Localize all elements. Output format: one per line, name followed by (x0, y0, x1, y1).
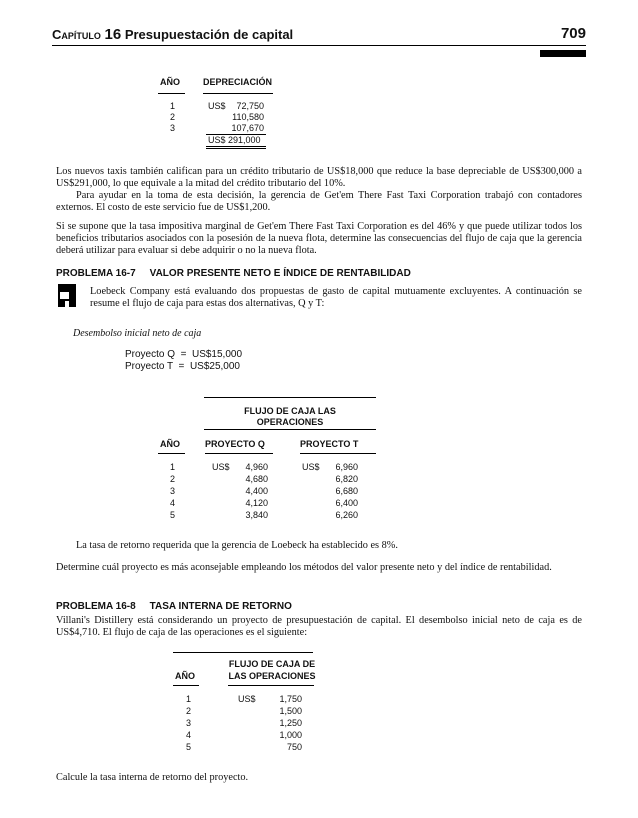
t167-t-5: 6,260 (335, 510, 358, 520)
dep-year-2: 2 (170, 112, 176, 122)
problem-16-7-question: Determine cuál proyecto es más aconsejable empleando los métodos del valor presente neto y del índice de rentabilidad. (56, 562, 552, 573)
t167-year-3: 3 (170, 486, 176, 496)
problem-16-8-question: Calcule la tasa interna de retorno del proyecto. (56, 772, 249, 783)
t168-year-3: 3 (186, 718, 192, 728)
t168-col-flow-1: FLUJO DE CAJA DE (228, 659, 316, 669)
dep-value-1: 72,750 (236, 101, 264, 111)
dep-value-2: 110,580 (232, 112, 264, 122)
header-bar (540, 50, 586, 57)
t167-year-5: 5 (170, 510, 176, 520)
t167-t-1: 6,960 (335, 462, 358, 472)
t168-year-2: 2 (186, 706, 192, 716)
t168-value-2: 1,500 (279, 706, 302, 716)
dep-total-double-rule (206, 146, 266, 149)
t167-q-1: 4,960 (245, 462, 268, 472)
t168-year-4: 4 (186, 730, 192, 740)
t168-value-5: 750 (286, 742, 302, 752)
problem-16-7-title: VALOR PRESENTE NETO E ÍNDICE DE RENTABILIDAD (149, 268, 411, 279)
page-number: 709 (560, 25, 586, 42)
t167-year-4: 4 (170, 498, 176, 508)
t168-value-3: 1,250 (279, 718, 302, 728)
t167-col-t: PROYECTO T (300, 439, 359, 449)
t168-col-year: AÑO (175, 671, 195, 681)
t168-currency: US$ (238, 694, 256, 704)
dep-year-1: 1 (170, 101, 176, 111)
problem-16-8-number: PROBLEMA 16-8 (56, 601, 136, 612)
outlay-label: Desembolso inicial neto de caja (73, 328, 202, 339)
dep-total: US$ 291,000 (208, 135, 261, 145)
t167-rule-year (158, 453, 185, 454)
dep-rule-dep (203, 93, 273, 94)
t167-year-1: 1 (170, 462, 176, 472)
dep-currency: US$ (208, 101, 226, 111)
problem-16-8-title: TASA INTERNA DE RETORNO (149, 601, 292, 612)
t167-group-rule (204, 429, 376, 430)
t167-t-currency: US$ (302, 462, 320, 472)
computer-icon (58, 284, 76, 307)
t167-rule-t (300, 453, 376, 454)
problem-16-7-intro: Loebeck Company está evaluando dos propuestas de gasto de capital mutuamente excluyentes. A continuación se resume el flujo de caja para estas dos alternativas, Q y T: (90, 286, 582, 309)
problem-16-7-number: PROBLEMA 16-7 (56, 268, 136, 279)
dep-col-dep: DEPRECIACIÓN (203, 77, 273, 87)
t167-top-rule (204, 397, 376, 398)
t167-q-5: 3,840 (245, 510, 268, 520)
paragraph-tax-credit: Los nuevos taxis también califican para un crédito tributario de US$18,000 que reduce la base depreciable de US$300,000 a US$291,000, lo que equivale a la mitad del crédito tributario del 10%. (56, 166, 582, 189)
t168-year-1: 1 (186, 694, 192, 704)
required-rate-text: La tasa de retorno requerida que la gerencia de Loebeck ha establecido es 8%. (76, 540, 398, 551)
running-header (52, 26, 293, 43)
problem-16-8-heading (56, 601, 292, 612)
t167-year-2: 2 (170, 474, 176, 484)
dep-year-3: 3 (170, 123, 176, 133)
t167-q-2: 4,680 (245, 474, 268, 484)
t167-rule-q (205, 453, 273, 454)
t167-q-4: 4,120 (245, 498, 268, 508)
problem-16-8-intro: Villani's Distillery está considerando un proyecto de presupuestación de capital. El desembolso inicial neto de caja es de US$4,710. El flujo de caja de las operaciones es el siguiente: (56, 615, 582, 638)
t167-q-3: 4,400 (245, 486, 268, 496)
t168-value-4: 1,000 (279, 730, 302, 740)
header-rule (52, 45, 586, 46)
chapter-number: 16 (104, 26, 122, 43)
t168-rule-year (173, 685, 199, 686)
chapter-title: Presupuestación de capital (124, 27, 294, 42)
problem-16-7-heading (56, 268, 411, 279)
t168-top-rule (173, 652, 313, 653)
outlay-project-t: Proyecto T = US$25,000 (125, 361, 240, 372)
t167-t-2: 6,820 (335, 474, 358, 484)
t167-t-4: 6,400 (335, 498, 358, 508)
paragraph-accountants: Para ayudar en la toma de esta decisión, la gerencia de Get'em There Fast Taxi Corporation trabajó con contadores externos. El costo de este servicio fue de US$1,200. (56, 190, 582, 213)
t167-q-currency: US$ (212, 462, 230, 472)
dep-rule-year (158, 93, 185, 94)
t168-year-5: 5 (186, 742, 192, 752)
outlay-project-q: Proyecto Q = US$15,000 (125, 349, 243, 360)
dep-value-3: 107,670 (231, 123, 264, 133)
chapter-label: Capítulo (52, 27, 101, 42)
t167-group-header-1: FLUJO DE CAJA LAS (244, 406, 336, 416)
t167-col-q: PROYECTO Q (205, 439, 265, 449)
paragraph-tax-rate: Si se supone que la tasa impositiva marginal de Get'em There Fast Taxi Corporation es del 46% y que puede utilizar todos los beneficios tributarios asociados con la posesión de la nueva flota, determine las consecuencias del flujo de caja que la gerencia deberá utilizar para evaluar si debe adquirir o no la nueva flota. (56, 221, 582, 256)
t168-rule-flow (228, 685, 314, 686)
t168-value-1: 1,750 (279, 694, 302, 704)
t168-col-flow-2: LAS OPERACIONES (228, 671, 316, 681)
t167-t-3: 6,680 (335, 486, 358, 496)
t167-col-year: AÑO (160, 439, 180, 449)
t167-group-header-2: OPERACIONES (256, 417, 324, 427)
dep-col-year: AÑO (160, 77, 180, 87)
